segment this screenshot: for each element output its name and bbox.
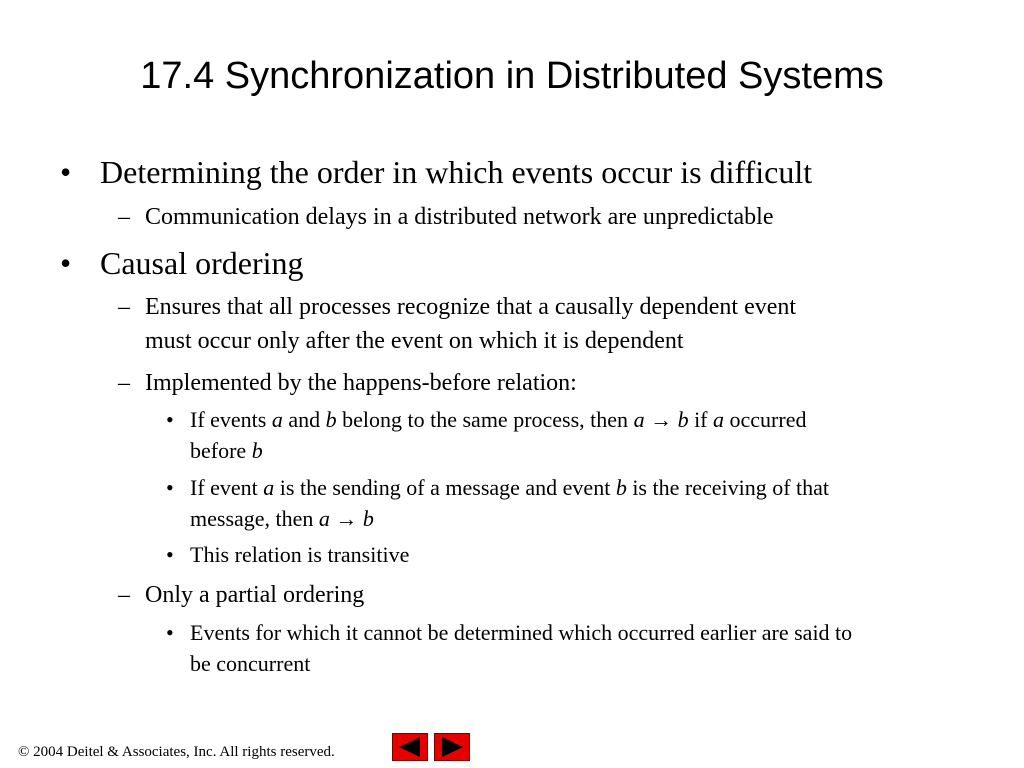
dash-marker: – xyxy=(118,294,130,320)
copyright-footer xyxy=(18,742,335,762)
dash-marker: – xyxy=(118,204,130,230)
copyright-symbol: © xyxy=(18,744,30,760)
rule-transitive: This relation is transitive xyxy=(190,542,410,567)
small-bullet-marker: • xyxy=(166,542,174,567)
concurrent-line2: be concurrent xyxy=(190,651,311,676)
copyright-text: 2004 Deitel & Associates, Inc. All rights reserved. xyxy=(29,744,335,760)
rule-same-process-line2: before b xyxy=(190,438,263,463)
sub-text-communication-delays: Communication delays in a distributed network are unpredictable xyxy=(145,204,774,230)
small-bullet-marker: • xyxy=(166,620,174,645)
small-bullet-marker: • xyxy=(166,407,174,432)
rule-message-line1: If event a is the sending of a message and event b is the receiving of that xyxy=(190,475,830,500)
sub-text-ensures-line1: Ensures that all processes recognize that a causally dependent event xyxy=(145,294,797,320)
rule-same-process-line1: If events a and b belong to the same process, then a → b if a occurred xyxy=(190,407,807,432)
arrow-right-icon xyxy=(435,734,469,760)
rule-message-line2: message, then a → b xyxy=(190,506,374,531)
small-bullet-marker: • xyxy=(166,475,174,500)
bullet-text-causal-ordering: Causal ordering xyxy=(100,245,304,281)
previous-slide-button[interactable] xyxy=(392,733,428,761)
bullet-text-order-difficult: Determining the order in which events occur is difficult xyxy=(100,154,813,190)
next-slide-button[interactable] xyxy=(434,733,470,761)
concurrent-line1: Events for which it cannot be determined which occurred earlier are said to xyxy=(190,620,853,645)
sub-text-ensures-line2: must occur only after the event on which it is dependent xyxy=(145,328,684,354)
sub-text-happens-before: Implemented by the happens-before relation: xyxy=(145,370,577,396)
arrow-left-icon xyxy=(393,734,427,760)
slide-title: 17.4 Synchronization in Distributed Systems xyxy=(140,55,884,97)
bullet-marker: • xyxy=(60,245,72,281)
dash-marker: – xyxy=(118,370,130,396)
sub-text-partial-ordering: Only a partial ordering xyxy=(145,582,365,608)
bullet-marker: • xyxy=(60,154,72,190)
dash-marker: – xyxy=(118,582,130,608)
